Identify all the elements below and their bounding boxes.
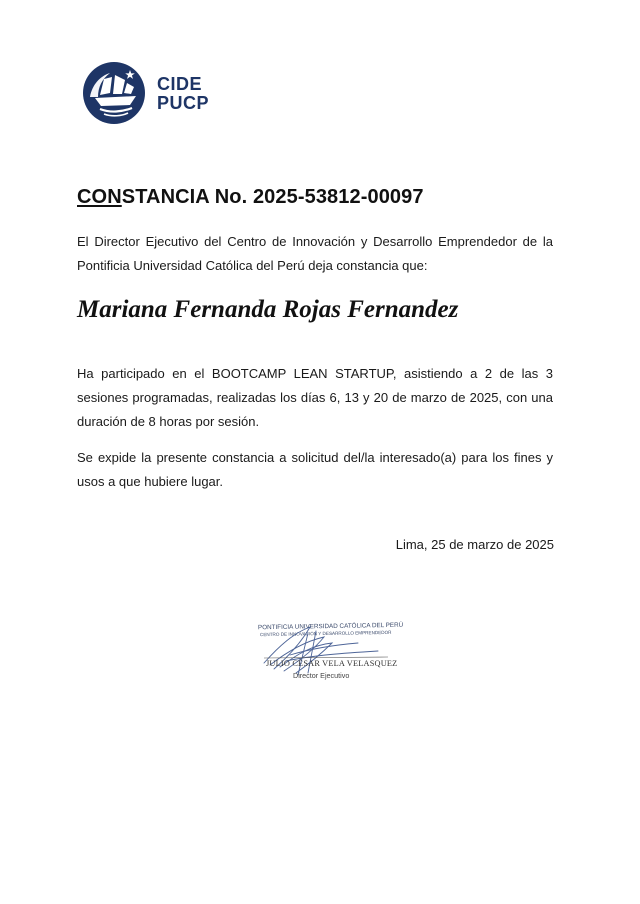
intro-paragraph: El Director Ejecutivo del Centro de Innovación y Desarrollo Emprendedor de la Pontificia Universidad Católica del Perú deja constancia que: [77,234,553,273]
caravel-ship-icon [82,61,146,125]
place-and-date: Lima, 25 de marzo de 2025 [395,537,554,552]
signer-role: Director Ejecutivo [293,671,350,680]
participation-paragraph: Ha participado en el BOOTCAMP LEAN STARTUP, asistiendo a 2 de las 3 sesiones programadas, realizadas los días 6, 13 y 20 de marzo de 2025, con una duración de 8 horas por sesión. [77,366,553,429]
logo-wordmark [157,75,209,113]
signer-name: JULIO CÉSAR VELA VELASQUEZ [266,659,398,668]
recipient-name: Mariana Fernanda Rojas Fernandez [77,296,459,323]
signature-block [250,615,404,687]
cide-pucp-logo [82,61,222,127]
certificate-title [77,186,424,209]
title-underlined-part: CON [77,186,122,208]
stamp-center: CENTRO DE INNOVACIÓN Y DESARROLLO EMPRENDEDOR [259,629,392,638]
logo-line2: PUCP [157,93,210,113]
closing-paragraph: Se expide la presente constancia a solicitud del/la interesado(a) para los fines y usos a que hubiere lugar. [77,450,553,489]
title-rest: STANCIA No. 2025-53812-00097 [121,186,424,208]
logo-line1: CIDE [157,74,203,94]
stamp-university: PONTIFICIA UNIVERSIDAD CATÓLICA DEL PERÚ [257,621,404,632]
